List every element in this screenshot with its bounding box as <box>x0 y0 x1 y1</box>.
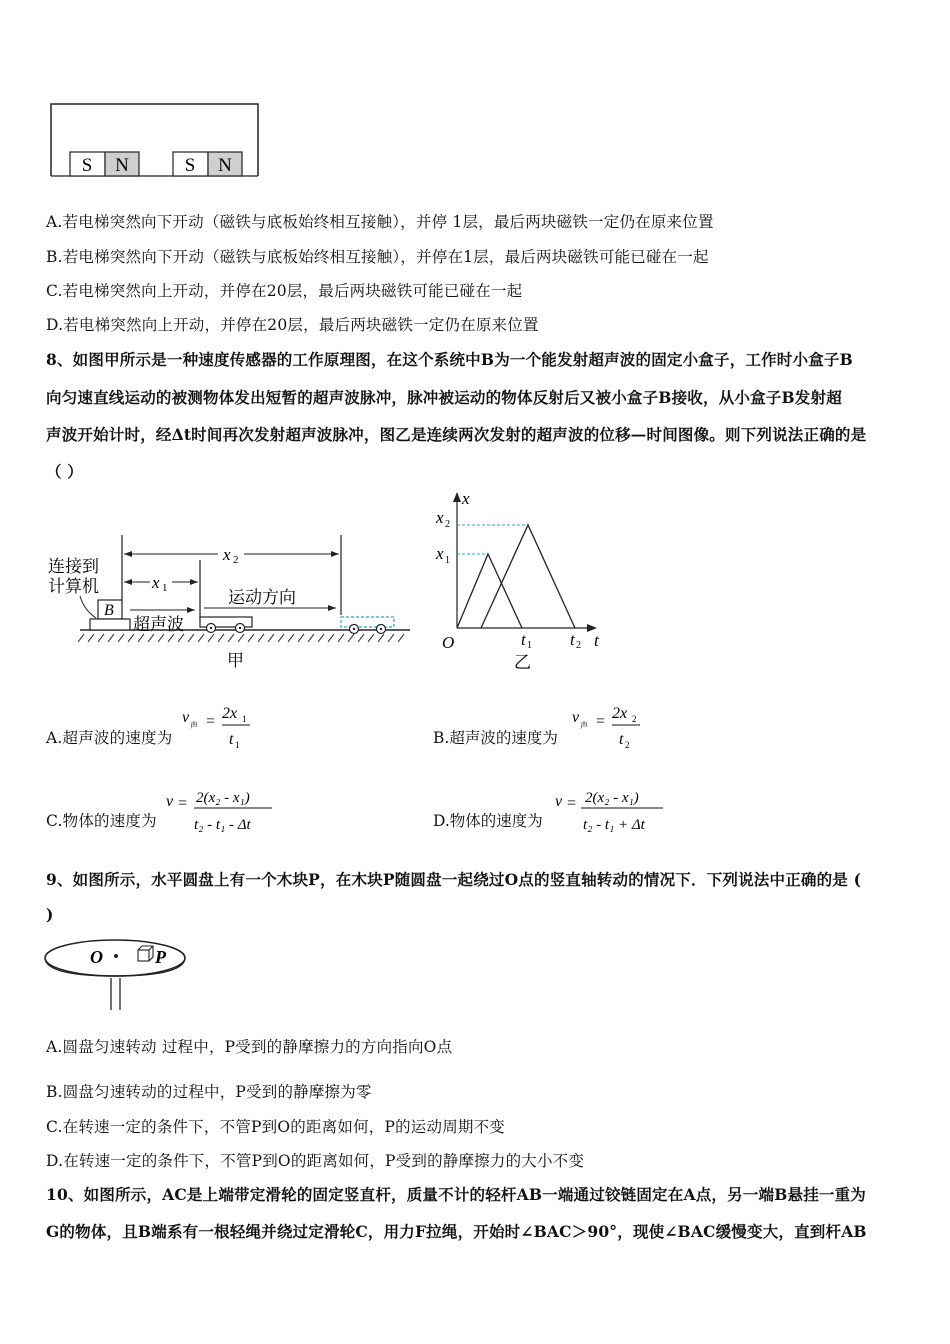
q9-option-d: D.在转速一定的条件下，不管P到O的距离如何，P受到的静摩擦力的大小不变 <box>46 1152 585 1170</box>
formula-a-den-sub: 1 <box>235 740 240 750</box>
formula-b-num: 2x <box>612 705 628 722</box>
formula-b-den-sub: 2 <box>625 740 630 750</box>
q10-stem-line1: 10、如图所示，AC是上端带定滑轮的固定竖直杆，质量不计的轻杆AB一端通过铰链固定在A点，另一端B悬挂一重为 <box>46 1185 866 1204</box>
x2-label: x <box>223 545 231 564</box>
block-icon <box>138 950 149 961</box>
x1-tick-label: x <box>436 544 444 563</box>
formula-d <box>551 780 671 838</box>
figure-jia <box>40 530 420 675</box>
q8-stem-line3: 声波开始计时，经Δt时间再次发射超声波脉冲，图乙是连续两次发射的超声波的位移—时间图像。则下列说法正确的是 <box>46 425 867 444</box>
t1-tick-label: t <box>521 630 526 649</box>
q9-option-c: C.在转速一定的条件下，不管P到O的距离如何，P的运动周期不变 <box>46 1118 506 1136</box>
formula-a-sub: 声 <box>190 721 198 730</box>
svg-text:=: = <box>178 795 188 812</box>
svg-text:=: = <box>206 713 216 730</box>
formula-a-den: t <box>229 731 234 748</box>
disk-o-label: O <box>90 947 103 967</box>
formula-a-num-sub: 1 <box>242 714 247 724</box>
q8-option-d: D.物体的速度为 <box>433 812 543 830</box>
q9-stem-line1: 9、如图所示，水平圆盘上有一个木块P，在木块P随圆盘一起绕过O点的竖直轴转动的情况下．下列说法中正确的是 ( <box>46 870 862 889</box>
box-b-label: B <box>104 602 114 619</box>
formula-c <box>162 780 282 838</box>
q7-option-c: C.若电梯突然向上开动，并停在20层，最后两块磁铁可能已碰在一起 <box>46 282 523 300</box>
x2-tick-sub: 2 <box>445 519 450 530</box>
t-axis-label: t <box>594 631 599 650</box>
t1-tick-sub: 1 <box>527 640 532 651</box>
formula-c-lhs: v <box>166 793 174 810</box>
magnet-label: N <box>218 155 232 176</box>
q8-option-a: A.超声波的速度为 <box>46 729 173 747</box>
formula-b-den: t <box>619 731 624 748</box>
q8-option-c: C.物体的速度为 <box>46 812 157 830</box>
formula-b-lhs: v <box>572 709 580 726</box>
q9-stem-line2: ) <box>46 905 54 924</box>
svg-text:=: = <box>567 795 577 812</box>
t2-tick-label: t <box>570 630 575 649</box>
q8-option-b: B.超声波的速度为 <box>433 729 558 747</box>
x1-label: x <box>152 573 160 592</box>
formula-c-den: t₂ - t₁ - Δt <box>194 817 251 833</box>
wave-label: 超声波 <box>133 615 184 634</box>
x1-subscript: 1 <box>162 582 168 594</box>
formula-a-num: 2x <box>222 705 238 722</box>
disk-figure <box>40 930 200 1015</box>
formula-a <box>178 698 258 754</box>
magnet-label: S <box>81 155 93 176</box>
x2-tick-label: x <box>436 508 444 527</box>
formula-d-lhs: v <box>555 793 563 810</box>
q8-stem-line1: 8、如图甲所示是一种速度传感器的工作原理图，在这个系统中B为一个能发射超声波的固定小盒子，工作时小盒子B <box>46 350 853 369</box>
q9-option-b: B.圆盘匀速转动的过程中，P受到的静摩擦为零 <box>46 1083 372 1101</box>
formula-b <box>568 698 648 754</box>
connect-label-1: 连接到 <box>48 557 99 576</box>
figure-yi <box>430 488 620 673</box>
formula-d-num: 2(x₂ - x₁) <box>585 790 639 806</box>
q9-option-a: A.圆盘匀速转动 过程中，P受到的静摩擦力的方向指向O点 <box>46 1038 453 1056</box>
figure-jia-caption: 甲 <box>227 651 244 670</box>
x-axis-label: x <box>462 489 470 508</box>
x2-subscript: 2 <box>233 554 239 566</box>
origin-label: O <box>442 633 455 652</box>
q7-option-b: B.若电梯突然向下开动（磁铁与底板始终相互接触），并停在1层，最后两块磁铁可能已碰在一起 <box>46 248 709 266</box>
formula-b-sub: 声 <box>580 721 588 730</box>
q8-stem-line2: 向匀速直线运动的被测物体发出短暂的超声波脉冲，脉冲被运动的物体反射后又被小盒子B接收，从小盒子B发射超 <box>46 388 842 407</box>
formula-b-num-sub: 2 <box>632 714 637 724</box>
svg-text:=: = <box>596 713 606 730</box>
q7-option-a: A.若电梯突然向下开动（磁铁与底板始终相互接触），并停 1层，最后两块磁铁一定仍在原来位置 <box>46 213 714 231</box>
magnet-figure <box>40 95 270 185</box>
x1-tick-sub: 1 <box>445 555 450 566</box>
q7-option-d: D.若电梯突然向上开动，并停在20层，最后两块磁铁一定仍在原来位置 <box>46 316 539 334</box>
t2-tick-sub: 2 <box>576 640 581 651</box>
q10-stem-line2: G的物体，且B端系有一根轻绳并绕过定滑轮C，用力F拉绳，开始时∠BAC＞90°，现使∠BAC缓慢变大，直到杆AB <box>46 1222 867 1241</box>
formula-d-den: t₂ - t₁ + Δt <box>583 817 645 833</box>
q8-stem-line4: （ ） <box>46 462 83 481</box>
magnet-label: S <box>184 155 196 176</box>
connect-label-2: 计算机 <box>48 577 99 596</box>
formula-c-num: 2(x₂ - x₁) <box>196 790 250 806</box>
motion-label: 运动方向 <box>228 588 296 607</box>
magnet-label: N <box>115 155 129 176</box>
formula-a-lhs: v <box>182 709 190 726</box>
block-p-label: P <box>155 947 166 967</box>
figure-yi-caption: 乙 <box>514 653 531 672</box>
